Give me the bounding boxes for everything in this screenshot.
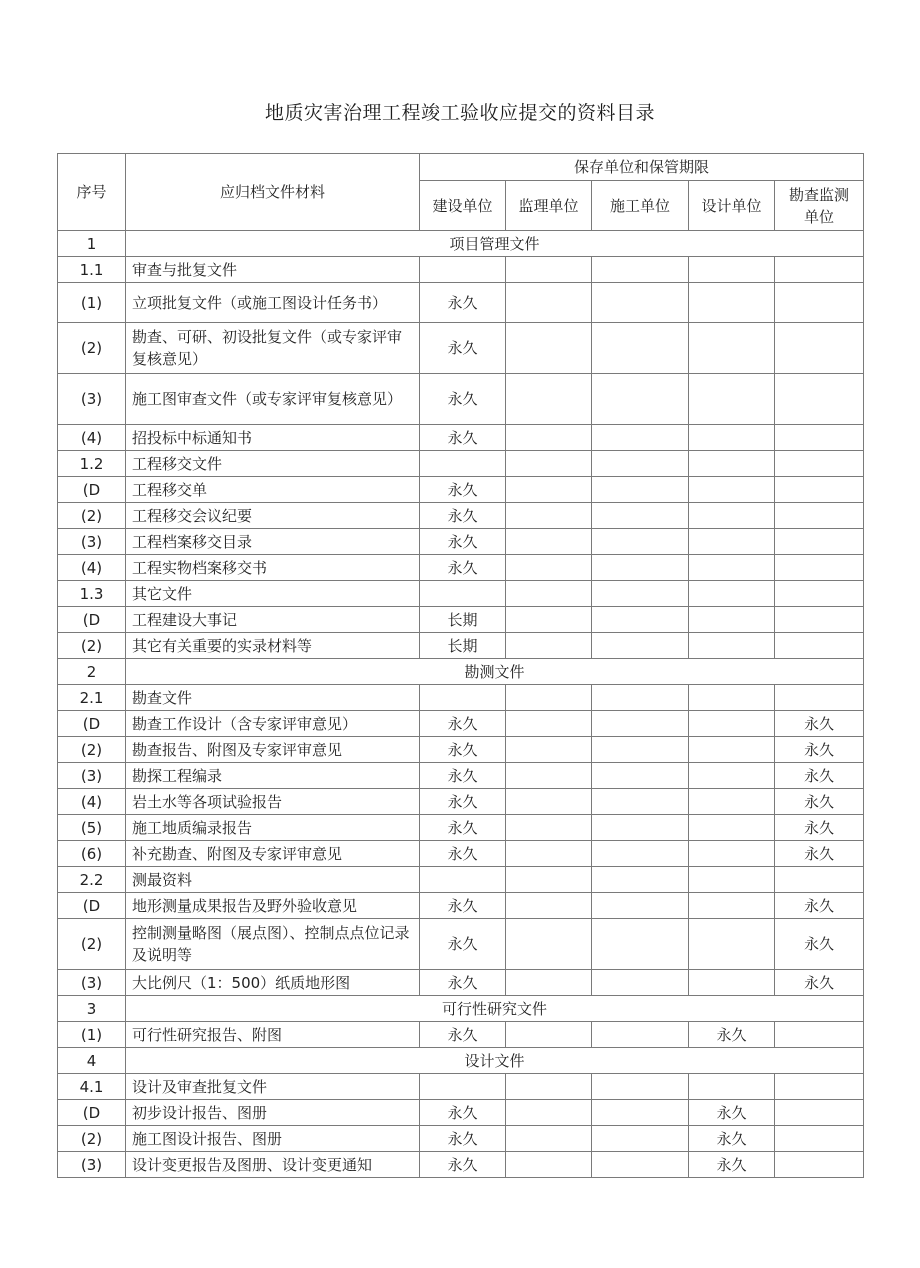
retention-cell-design	[689, 555, 775, 581]
retention-cell-design: 永久	[689, 1022, 775, 1048]
retention-cell-supervision	[506, 529, 592, 555]
retention-cell-design	[689, 581, 775, 607]
retention-cell-supervision	[506, 893, 592, 919]
row-index: (3)	[58, 970, 126, 996]
table-row	[58, 1074, 864, 1100]
retention-cell-construction: 永久	[420, 789, 506, 815]
retention-cell-supervision	[506, 1126, 592, 1152]
retention-cell-design: 永久	[689, 1126, 775, 1152]
retention-cell-construction: 永久	[420, 425, 506, 451]
row-index: (2)	[58, 323, 126, 374]
row-index: 4.1	[58, 1074, 126, 1100]
retention-cell-survey: 永久	[775, 711, 864, 737]
row-index: 2.1	[58, 685, 126, 711]
retention-cell-contractor	[592, 581, 689, 607]
table-row	[58, 1022, 864, 1048]
retention-cell-supervision	[506, 919, 592, 970]
row-material-name: 大比例尺（1：500）纸质地形图	[126, 970, 420, 996]
row-index: (D	[58, 893, 126, 919]
row-material-name: 勘查报告、附图及专家评审意见	[126, 737, 420, 763]
retention-cell-construction	[420, 581, 506, 607]
retention-cell-survey	[775, 581, 864, 607]
retention-cell-survey	[775, 1074, 864, 1100]
row-index: 2.2	[58, 867, 126, 893]
retention-cell-construction: 永久	[420, 815, 506, 841]
retention-cell-design	[689, 815, 775, 841]
table-row	[58, 815, 864, 841]
retention-cell-supervision	[506, 283, 592, 323]
retention-cell-survey	[775, 477, 864, 503]
row-index: 3	[58, 996, 126, 1022]
row-material-name: 测最资料	[126, 867, 420, 893]
retention-cell-construction: 永久	[420, 737, 506, 763]
retention-cell-design	[689, 374, 775, 425]
row-index: 1	[58, 231, 126, 257]
retention-cell-contractor	[592, 1152, 689, 1178]
retention-cell-construction: 永久	[420, 283, 506, 323]
retention-cell-survey	[775, 425, 864, 451]
retention-cell-survey: 永久	[775, 763, 864, 789]
table-row	[58, 503, 864, 529]
retention-cell-supervision	[506, 503, 592, 529]
row-material-name: 其它有关重要的实录材料等	[126, 633, 420, 659]
row-index: 4	[58, 1048, 126, 1074]
retention-cell-construction: 永久	[420, 1022, 506, 1048]
row-index: (4)	[58, 425, 126, 451]
header-unit-construction: 建设单位	[420, 181, 506, 231]
retention-cell-construction: 永久	[420, 763, 506, 789]
retention-cell-supervision	[506, 425, 592, 451]
table-row	[58, 607, 864, 633]
retention-cell-contractor	[592, 1022, 689, 1048]
retention-cell-contractor	[592, 503, 689, 529]
retention-cell-construction: 长期	[420, 633, 506, 659]
row-index: (2)	[58, 737, 126, 763]
row-index: (6)	[58, 841, 126, 867]
retention-cell-contractor	[592, 1126, 689, 1152]
retention-cell-contractor	[592, 374, 689, 425]
table-row	[58, 789, 864, 815]
retention-cell-design	[689, 841, 775, 867]
table-row	[58, 685, 864, 711]
retention-cell-supervision	[506, 581, 592, 607]
table-row	[58, 633, 864, 659]
retention-cell-supervision	[506, 323, 592, 374]
table-row	[58, 425, 864, 451]
retention-cell-supervision	[506, 607, 592, 633]
header-unit-supervision: 监理单位	[506, 181, 592, 231]
row-material-name: 立项批复文件（或施工图设计任务书）	[126, 283, 420, 323]
retention-cell-construction: 永久	[420, 711, 506, 737]
retention-cell-contractor	[592, 919, 689, 970]
row-index: 1.2	[58, 451, 126, 477]
section-row	[58, 996, 864, 1022]
retention-cell-construction: 永久	[420, 970, 506, 996]
table-row	[58, 451, 864, 477]
row-material-name: 工程档案移交目录	[126, 529, 420, 555]
retention-cell-supervision	[506, 685, 592, 711]
retention-cell-supervision	[506, 711, 592, 737]
row-material-name: 施工地质编录报告	[126, 815, 420, 841]
retention-cell-contractor	[592, 477, 689, 503]
row-material-name: 施工图审查文件（或专家评审复核意见）	[126, 374, 420, 425]
retention-cell-survey	[775, 1022, 864, 1048]
row-index: (2)	[58, 919, 126, 970]
retention-cell-construction	[420, 867, 506, 893]
retention-cell-design	[689, 711, 775, 737]
section-title: 项目管理文件	[126, 231, 864, 257]
table-row	[58, 555, 864, 581]
retention-cell-construction	[420, 257, 506, 283]
retention-cell-contractor	[592, 685, 689, 711]
table-row	[58, 893, 864, 919]
row-material-name: 补充勘查、附图及专家评审意见	[126, 841, 420, 867]
row-material-name: 可行性研究报告、附图	[126, 1022, 420, 1048]
retention-cell-design	[689, 970, 775, 996]
retention-cell-contractor	[592, 607, 689, 633]
retention-cell-supervision	[506, 763, 592, 789]
retention-cell-survey	[775, 1152, 864, 1178]
retention-cell-contractor	[592, 893, 689, 919]
retention-cell-supervision	[506, 1100, 592, 1126]
table-row	[58, 1126, 864, 1152]
retention-cell-construction: 永久	[420, 1152, 506, 1178]
retention-cell-survey: 永久	[775, 841, 864, 867]
retention-cell-design	[689, 607, 775, 633]
row-material-name: 勘查、可研、初设批复文件（或专家评审复核意见）	[126, 323, 420, 374]
row-index: (3)	[58, 1152, 126, 1178]
table-body	[58, 154, 864, 1178]
retention-cell-contractor	[592, 257, 689, 283]
table-row	[58, 919, 864, 970]
retention-cell-design	[689, 323, 775, 374]
retention-cell-contractor	[592, 529, 689, 555]
retention-cell-construction: 长期	[420, 607, 506, 633]
row-index: (3)	[58, 529, 126, 555]
retention-cell-construction: 永久	[420, 1100, 506, 1126]
row-material-name: 勘探工程编录	[126, 763, 420, 789]
retention-cell-supervision	[506, 789, 592, 815]
retention-cell-design	[689, 919, 775, 970]
table-row	[58, 970, 864, 996]
retention-cell-design: 永久	[689, 1100, 775, 1126]
retention-cell-construction: 永久	[420, 1126, 506, 1152]
retention-cell-construction: 永久	[420, 841, 506, 867]
row-index: (1)	[58, 283, 126, 323]
row-index: (5)	[58, 815, 126, 841]
section-title: 设计文件	[126, 1048, 864, 1074]
retention-cell-design: 永久	[689, 1152, 775, 1178]
retention-cell-design	[689, 789, 775, 815]
retention-cell-design	[689, 451, 775, 477]
retention-cell-contractor	[592, 451, 689, 477]
retention-cell-construction: 永久	[420, 529, 506, 555]
table-row	[58, 841, 864, 867]
header-material: 应归档文件材料	[126, 154, 420, 231]
row-index: (D	[58, 711, 126, 737]
retention-cell-design	[689, 477, 775, 503]
retention-cell-contractor	[592, 789, 689, 815]
section-row	[58, 231, 864, 257]
row-material-name: 勘查工作设计（含专家评审意见）	[126, 711, 420, 737]
retention-cell-construction: 永久	[420, 477, 506, 503]
row-index: (D	[58, 1100, 126, 1126]
table-row	[58, 477, 864, 503]
retention-cell-supervision	[506, 815, 592, 841]
retention-cell-survey	[775, 257, 864, 283]
retention-cell-construction: 永久	[420, 893, 506, 919]
table-row	[58, 257, 864, 283]
row-material-name: 岩土水等各项试验报告	[126, 789, 420, 815]
section-title: 勘测文件	[126, 659, 864, 685]
retention-cell-contractor	[592, 555, 689, 581]
table-row	[58, 529, 864, 555]
header-unit-contractor: 施工单位	[592, 181, 689, 231]
row-index: (2)	[58, 1126, 126, 1152]
retention-cell-design	[689, 283, 775, 323]
retention-cell-design	[689, 503, 775, 529]
retention-cell-supervision	[506, 737, 592, 763]
retention-cell-supervision	[506, 1022, 592, 1048]
retention-cell-survey: 永久	[775, 737, 864, 763]
row-index: (2)	[58, 633, 126, 659]
retention-cell-supervision	[506, 257, 592, 283]
retention-cell-design	[689, 867, 775, 893]
table-row	[58, 737, 864, 763]
retention-cell-survey	[775, 867, 864, 893]
retention-cell-contractor	[592, 323, 689, 374]
section-row	[58, 1048, 864, 1074]
retention-cell-contractor	[592, 763, 689, 789]
retention-cell-design	[689, 633, 775, 659]
row-material-name: 工程移交文件	[126, 451, 420, 477]
retention-cell-supervision	[506, 1074, 592, 1100]
retention-cell-construction: 永久	[420, 919, 506, 970]
table-row	[58, 323, 864, 374]
row-material-name: 初步设计报告、图册	[126, 1100, 420, 1126]
retention-cell-contractor	[592, 970, 689, 996]
retention-cell-contractor	[592, 815, 689, 841]
retention-cell-design	[689, 737, 775, 763]
retention-cell-supervision	[506, 451, 592, 477]
retention-cell-design	[689, 257, 775, 283]
row-index: (4)	[58, 789, 126, 815]
archive-table	[57, 153, 864, 1178]
row-material-name: 其它文件	[126, 581, 420, 607]
row-material-name: 施工图设计报告、图册	[126, 1126, 420, 1152]
row-material-name: 工程建设大事记	[126, 607, 420, 633]
row-index: (D	[58, 607, 126, 633]
retention-cell-construction: 永久	[420, 323, 506, 374]
row-material-name: 设计及审查批复文件	[126, 1074, 420, 1100]
table-row	[58, 1100, 864, 1126]
retention-cell-survey	[775, 555, 864, 581]
retention-cell-contractor	[592, 841, 689, 867]
header-unit-survey: 勘查监测 单位	[775, 181, 864, 231]
header-unit-design: 设计单位	[689, 181, 775, 231]
retention-cell-supervision	[506, 555, 592, 581]
retention-cell-supervision	[506, 841, 592, 867]
header-seq: 序号	[58, 154, 126, 231]
row-index: (3)	[58, 374, 126, 425]
table-row	[58, 867, 864, 893]
retention-cell-supervision	[506, 633, 592, 659]
retention-cell-survey: 永久	[775, 919, 864, 970]
page-title: 地质灾害治理工程竣工验收应提交的资料目录	[264, 102, 655, 124]
row-index: (4)	[58, 555, 126, 581]
retention-cell-contractor	[592, 1074, 689, 1100]
retention-cell-design	[689, 529, 775, 555]
row-index: (3)	[58, 763, 126, 789]
retention-cell-design	[689, 893, 775, 919]
retention-cell-survey: 永久	[775, 893, 864, 919]
retention-cell-contractor	[592, 711, 689, 737]
retention-cell-survey: 永久	[775, 789, 864, 815]
retention-cell-construction	[420, 451, 506, 477]
table-row	[58, 374, 864, 425]
retention-cell-survey	[775, 374, 864, 425]
retention-cell-survey	[775, 633, 864, 659]
header-retention-group: 保存单位和保管期限	[420, 154, 864, 181]
row-index: 1.1	[58, 257, 126, 283]
retention-cell-survey: 永久	[775, 970, 864, 996]
retention-cell-survey	[775, 503, 864, 529]
retention-cell-supervision	[506, 374, 592, 425]
retention-cell-supervision	[506, 970, 592, 996]
retention-cell-survey	[775, 1100, 864, 1126]
retention-cell-construction: 永久	[420, 555, 506, 581]
retention-cell-supervision	[506, 867, 592, 893]
row-material-name: 控制测量略图（展点图）、控制点点位记录及说明等	[126, 919, 420, 970]
retention-cell-design	[689, 685, 775, 711]
retention-cell-construction: 永久	[420, 503, 506, 529]
retention-cell-contractor	[592, 283, 689, 323]
section-title: 可行性研究文件	[126, 996, 864, 1022]
row-material-name: 地形测量成果报告及野外验收意见	[126, 893, 420, 919]
retention-cell-design	[689, 1074, 775, 1100]
retention-cell-design	[689, 763, 775, 789]
retention-cell-construction	[420, 685, 506, 711]
row-material-name: 设计变更报告及图册、设计变更通知	[126, 1152, 420, 1178]
row-index: 2	[58, 659, 126, 685]
row-material-name: 工程移交会议纪要	[126, 503, 420, 529]
retention-cell-contractor	[592, 1100, 689, 1126]
retention-cell-supervision	[506, 477, 592, 503]
table-row	[58, 763, 864, 789]
table-row	[58, 711, 864, 737]
retention-cell-contractor	[592, 633, 689, 659]
retention-cell-construction: 永久	[420, 374, 506, 425]
retention-cell-survey	[775, 323, 864, 374]
retention-cell-survey	[775, 529, 864, 555]
row-material-name: 工程实物档案移交书	[126, 555, 420, 581]
retention-cell-survey: 永久	[775, 815, 864, 841]
retention-cell-survey	[775, 685, 864, 711]
retention-cell-survey	[775, 1126, 864, 1152]
row-material-name: 审查与批复文件	[126, 257, 420, 283]
retention-cell-survey	[775, 283, 864, 323]
row-index: (1)	[58, 1022, 126, 1048]
retention-cell-contractor	[592, 425, 689, 451]
row-material-name: 工程移交单	[126, 477, 420, 503]
retention-cell-design	[689, 425, 775, 451]
row-material-name: 勘查文件	[126, 685, 420, 711]
retention-cell-contractor	[592, 867, 689, 893]
row-index: 1.3	[58, 581, 126, 607]
header-row-1	[58, 154, 864, 181]
row-material-name: 招投标中标通知书	[126, 425, 420, 451]
retention-cell-supervision	[506, 1152, 592, 1178]
retention-cell-contractor	[592, 737, 689, 763]
table-row	[58, 283, 864, 323]
retention-cell-survey	[775, 607, 864, 633]
retention-cell-construction	[420, 1074, 506, 1100]
table-row	[58, 581, 864, 607]
section-row	[58, 659, 864, 685]
row-index: (D	[58, 477, 126, 503]
table-row	[58, 1152, 864, 1178]
retention-cell-survey	[775, 451, 864, 477]
row-index: (2)	[58, 503, 126, 529]
